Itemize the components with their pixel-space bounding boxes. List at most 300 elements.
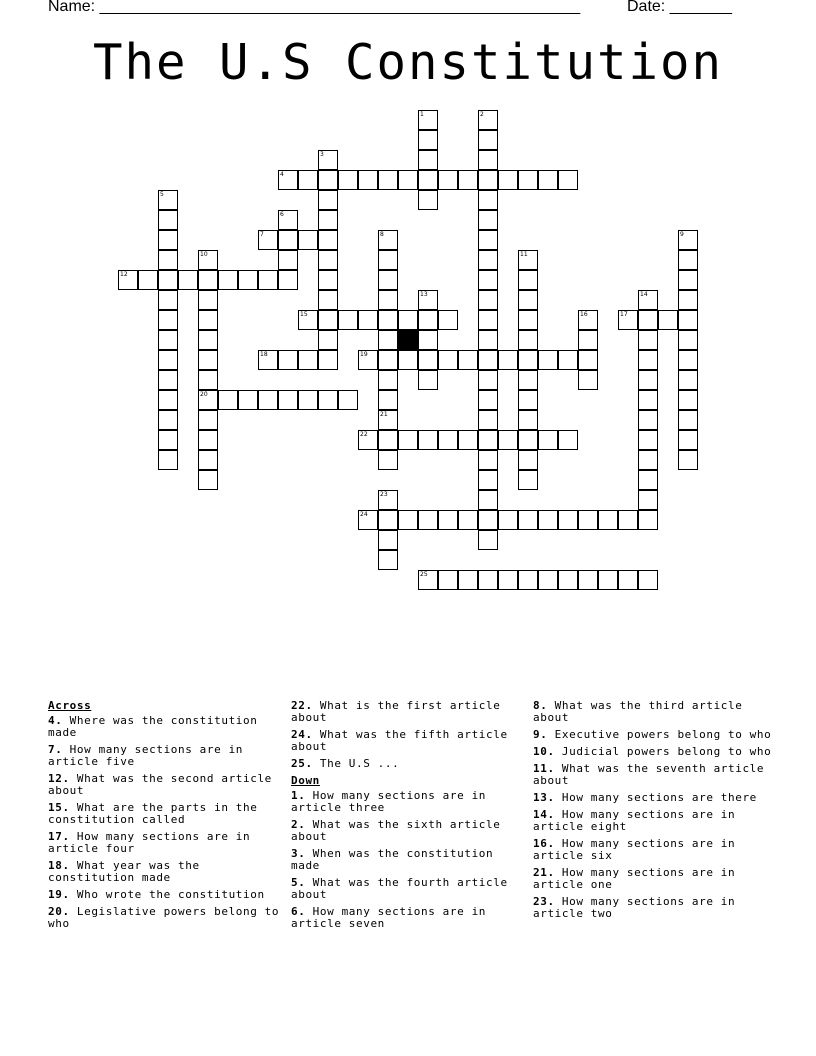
grid-cell[interactable]: [318, 190, 338, 210]
grid-cell[interactable]: [418, 510, 438, 530]
grid-cell[interactable]: [338, 170, 358, 190]
grid-cell[interactable]: [518, 310, 538, 330]
grid-cell[interactable]: [598, 510, 618, 530]
grid-cell[interactable]: [398, 350, 418, 370]
grid-cell[interactable]: [478, 530, 498, 550]
grid-cell[interactable]: [578, 570, 598, 590]
grid-cell[interactable]: [198, 390, 218, 410]
clue-number: 5.: [291, 876, 306, 889]
clue-item: [533, 746, 773, 758]
grid-cell[interactable]: [438, 310, 458, 330]
grid-cell[interactable]: [458, 170, 478, 190]
clue-number-label: 17: [620, 311, 628, 318]
clue-number-label: 25: [420, 571, 428, 578]
grid-cell[interactable]: [438, 430, 458, 450]
grid-cell[interactable]: [418, 370, 438, 390]
clue-number: 12.: [48, 772, 70, 785]
grid-cell[interactable]: [678, 410, 698, 430]
grid-cell[interactable]: [278, 390, 298, 410]
clue-number: 4.: [48, 714, 63, 727]
clue-number-label: 21: [380, 411, 388, 418]
grid-cell[interactable]: [258, 390, 278, 410]
clue-text: When was the constitution made: [291, 847, 494, 872]
grid-cell[interactable]: [638, 310, 658, 330]
clue-text: What was the third article about: [533, 699, 743, 724]
grid-cell[interactable]: [358, 510, 378, 530]
grid-cell[interactable]: [458, 350, 478, 370]
grid-cell[interactable]: [518, 170, 538, 190]
clue-text: What is the first article about: [291, 699, 501, 724]
grid-cell[interactable]: [298, 390, 318, 410]
grid-cell[interactable]: [278, 210, 298, 230]
grid-cell[interactable]: [158, 430, 178, 450]
grid-cell[interactable]: [518, 390, 538, 410]
grid-cell[interactable]: [318, 270, 338, 290]
across-heading: Across: [48, 699, 92, 712]
grid-cell[interactable]: [358, 430, 378, 450]
grid-cell[interactable]: [478, 230, 498, 250]
clue-number: 14.: [533, 808, 555, 821]
grid-cell[interactable]: [418, 310, 438, 330]
grid-cell[interactable]: [158, 390, 178, 410]
clue-text: How many sections are there: [554, 791, 757, 804]
grid-cell[interactable]: [198, 310, 218, 330]
grid-cell[interactable]: [678, 250, 698, 270]
clue-text: How many sections are in article two: [533, 895, 736, 920]
grid-cell[interactable]: [478, 570, 498, 590]
clue-number-label: 14: [640, 291, 648, 298]
clue-text: How many sections are in article five: [48, 743, 244, 768]
grid-cell[interactable]: [198, 330, 218, 350]
clue-item: [48, 715, 280, 739]
grid-cell[interactable]: [378, 170, 398, 190]
clue-text: How many sections are in article six: [533, 837, 736, 862]
clues-column-2: [291, 700, 523, 935]
grid-cell[interactable]: [638, 370, 658, 390]
grid-cell[interactable]: [438, 510, 458, 530]
grid-cell[interactable]: [158, 210, 178, 230]
grid-cell[interactable]: [418, 330, 438, 350]
grid-cell[interactable]: [198, 450, 218, 470]
grid-cell[interactable]: [498, 570, 518, 590]
clue-number-label: 6: [280, 211, 284, 218]
grid-cell[interactable]: [198, 370, 218, 390]
clue-number-label: 1: [420, 111, 424, 118]
clue-item: [48, 860, 280, 884]
clue-text: Who wrote the constitution: [69, 888, 265, 901]
grid-cell[interactable]: [638, 330, 658, 350]
grid-cell[interactable]: [638, 470, 658, 490]
grid-cell[interactable]: [298, 310, 318, 330]
grid-cell[interactable]: [338, 310, 358, 330]
clue-text: Legislative powers belong to who: [48, 905, 280, 930]
grid-cell[interactable]: [518, 290, 538, 310]
grid-cell[interactable]: [478, 430, 498, 450]
grid-cell[interactable]: [478, 350, 498, 370]
grid-cell[interactable]: [638, 490, 658, 510]
clue-item: [291, 906, 523, 930]
clue-number-label: 10: [200, 251, 208, 258]
grid-cell[interactable]: [378, 370, 398, 390]
grid-cell[interactable]: [418, 190, 438, 210]
grid-cell[interactable]: [118, 270, 138, 290]
grid-cell[interactable]: [198, 270, 218, 290]
clue-item: [291, 848, 523, 872]
clue-item: [48, 831, 280, 855]
clue-item: [48, 906, 280, 930]
clue-number: 25.: [291, 757, 313, 770]
grid-cell[interactable]: [158, 310, 178, 330]
clue-number-label: 13: [420, 291, 428, 298]
clue-text: How many sections are in article four: [48, 830, 251, 855]
clue-number: 16.: [533, 837, 555, 850]
grid-cell[interactable]: [558, 510, 578, 530]
clues-column-3: [533, 700, 773, 925]
grid-cell[interactable]: [518, 430, 538, 450]
clue-text: Judicial powers belong to who: [554, 745, 772, 758]
clue-item: [533, 792, 773, 804]
grid-cell[interactable]: [278, 170, 298, 190]
clue-number-label: 19: [360, 351, 368, 358]
grid-cell[interactable]: [678, 390, 698, 410]
grid-cell[interactable]: [378, 550, 398, 570]
clue-number: 8.: [533, 699, 548, 712]
grid-cell[interactable]: [398, 310, 418, 330]
grid-cell[interactable]: [198, 290, 218, 310]
grid-cell[interactable]: [638, 350, 658, 370]
grid-cell[interactable]: [638, 430, 658, 450]
clue-text: Executive powers belong to who: [547, 728, 772, 741]
grid-cell[interactable]: [158, 410, 178, 430]
grid-cell[interactable]: [478, 470, 498, 490]
grid-cell[interactable]: [378, 230, 398, 250]
grid-cell[interactable]: [258, 270, 278, 290]
grid-cell[interactable]: [378, 390, 398, 410]
clue-number-label: 11: [520, 251, 528, 258]
clue-item: [533, 838, 773, 862]
clue-text: How many sections are in article three: [291, 789, 487, 814]
grid-cell[interactable]: [298, 170, 318, 190]
clue-number: 20.: [48, 905, 70, 918]
clue-number: 1.: [291, 789, 306, 802]
grid-cell[interactable]: [478, 370, 498, 390]
clue-item: [533, 729, 773, 741]
grid-cell[interactable]: [198, 250, 218, 270]
grid-cell[interactable]: [378, 510, 398, 530]
grid-cell[interactable]: [478, 330, 498, 350]
clue-item: [533, 700, 773, 724]
grid-cell[interactable]: [558, 430, 578, 450]
grid-cell[interactable]: [598, 570, 618, 590]
grid-cell[interactable]: [158, 270, 178, 290]
page-title: The U.S Constitution: [92, 34, 723, 91]
grid-cell[interactable]: [418, 170, 438, 190]
grid-cell[interactable]: [518, 410, 538, 430]
grid-cell[interactable]: [418, 350, 438, 370]
grid-cell[interactable]: [478, 450, 498, 470]
grid-cell[interactable]: [518, 450, 538, 470]
grid-cell[interactable]: [158, 250, 178, 270]
grid-cell[interactable]: [578, 310, 598, 330]
grid-cell[interactable]: [498, 430, 518, 450]
grid-cell[interactable]: [398, 170, 418, 190]
grid-cell[interactable]: [418, 570, 438, 590]
clue-text: How many sections are in article seven: [291, 905, 487, 930]
grid-cell[interactable]: [478, 270, 498, 290]
clue-number: 19.: [48, 888, 70, 901]
grid-cell[interactable]: [258, 230, 278, 250]
clue-text: Where was the constitution made: [48, 714, 258, 739]
grid-cell[interactable]: [518, 270, 538, 290]
grid-cell[interactable]: [198, 350, 218, 370]
grid-cell[interactable]: [378, 530, 398, 550]
grid-cell[interactable]: [478, 310, 498, 330]
grid-cell[interactable]: [378, 490, 398, 510]
clue-number: 17.: [48, 830, 70, 843]
grid-cell[interactable]: [318, 150, 338, 170]
grid-cell[interactable]: [518, 330, 538, 350]
grid-cell[interactable]: [398, 430, 418, 450]
grid-cell[interactable]: [378, 410, 398, 430]
grid-cell[interactable]: [678, 450, 698, 470]
grid-cell[interactable]: [298, 350, 318, 370]
grid-cell[interactable]: [378, 250, 398, 270]
grid-cell[interactable]: [158, 370, 178, 390]
clue-number: 13.: [533, 791, 555, 804]
grid-cell[interactable]: [438, 170, 458, 190]
grid-cell[interactable]: [458, 430, 478, 450]
grid-cell[interactable]: [398, 510, 418, 530]
down-heading: Down: [291, 774, 320, 787]
clue-item: [291, 700, 523, 724]
grid-cell[interactable]: [518, 370, 538, 390]
grid-cell[interactable]: [538, 170, 558, 190]
grid-cell[interactable]: [678, 350, 698, 370]
grid-cell[interactable]: [278, 350, 298, 370]
grid-cell[interactable]: [478, 250, 498, 270]
grid-cell[interactable]: [638, 450, 658, 470]
grid-cell[interactable]: [278, 230, 298, 250]
grid-cell[interactable]: [678, 230, 698, 250]
grid-cell[interactable]: [378, 310, 398, 330]
grid-cell[interactable]: [158, 330, 178, 350]
grid-cell[interactable]: [498, 350, 518, 370]
clue-number: 24.: [291, 728, 313, 741]
black-cell: [398, 330, 418, 350]
grid-cell[interactable]: [218, 270, 238, 290]
clue-number-label: 2: [480, 111, 484, 118]
clue-item: [533, 763, 773, 787]
grid-cell[interactable]: [138, 270, 158, 290]
grid-cell[interactable]: [318, 170, 338, 190]
grid-cell[interactable]: [538, 350, 558, 370]
grid-cell[interactable]: [318, 210, 338, 230]
grid-cell[interactable]: [678, 330, 698, 350]
grid-cell[interactable]: [478, 170, 498, 190]
grid-cell[interactable]: [458, 510, 478, 530]
clue-item: [533, 896, 773, 920]
grid-cell[interactable]: [478, 510, 498, 530]
clue-item: [291, 729, 523, 753]
clue-number-label: 15: [300, 311, 308, 318]
grid-cell[interactable]: [318, 230, 338, 250]
clue-number-label: 22: [360, 431, 368, 438]
clue-number-label: 7: [260, 231, 264, 238]
grid-cell[interactable]: [478, 490, 498, 510]
grid-cell[interactable]: [318, 390, 338, 410]
grid-cell[interactable]: [658, 310, 678, 330]
grid-cell[interactable]: [678, 430, 698, 450]
grid-cell[interactable]: [318, 330, 338, 350]
grid-cell[interactable]: [378, 430, 398, 450]
clue-text: What was the seventh article about: [533, 762, 765, 787]
grid-cell[interactable]: [158, 190, 178, 210]
clue-number-label: 20: [200, 391, 208, 398]
grid-cell[interactable]: [418, 430, 438, 450]
clue-text: What year was the constitution made: [48, 859, 200, 884]
grid-cell[interactable]: [198, 470, 218, 490]
grid-cell[interactable]: [238, 270, 258, 290]
grid-cell[interactable]: [578, 330, 598, 350]
grid-cell[interactable]: [478, 290, 498, 310]
clue-number: 22.: [291, 699, 313, 712]
clue-number-label: 8: [380, 231, 384, 238]
grid-cell[interactable]: [278, 270, 298, 290]
grid-cell[interactable]: [298, 230, 318, 250]
grid-cell[interactable]: [378, 290, 398, 310]
grid-cell[interactable]: [638, 410, 658, 430]
grid-cell[interactable]: [218, 390, 238, 410]
clue-item: [291, 790, 523, 814]
grid-cell[interactable]: [418, 130, 438, 150]
clue-number-label: 18: [260, 351, 268, 358]
grid-cell[interactable]: [478, 130, 498, 150]
clue-item: [533, 867, 773, 891]
grid-cell[interactable]: [318, 310, 338, 330]
grid-cell[interactable]: [358, 350, 378, 370]
grid-cell[interactable]: [158, 290, 178, 310]
grid-cell[interactable]: [518, 510, 538, 530]
grid-cell[interactable]: [638, 510, 658, 530]
name-field-label: Name: ______________________________________________________: [48, 0, 581, 15]
grid-cell[interactable]: [458, 570, 478, 590]
grid-cell[interactable]: [498, 510, 518, 530]
grid-cell[interactable]: [178, 270, 198, 290]
clue-number-label: 16: [580, 311, 588, 318]
grid-cell[interactable]: [558, 170, 578, 190]
grid-cell[interactable]: [538, 430, 558, 450]
date-field-label: Date: _______: [627, 0, 732, 15]
clue-text: How many sections are in article eight: [533, 808, 736, 833]
grid-cell[interactable]: [558, 350, 578, 370]
grid-cell[interactable]: [378, 350, 398, 370]
grid-cell[interactable]: [518, 470, 538, 490]
clue-number-label: 24: [360, 511, 368, 518]
grid-cell[interactable]: [638, 390, 658, 410]
clue-text: The U.S ...: [312, 757, 400, 770]
grid-cell[interactable]: [418, 110, 438, 130]
grid-cell[interactable]: [238, 390, 258, 410]
clue-number: 3.: [291, 847, 306, 860]
grid-cell[interactable]: [678, 370, 698, 390]
clue-number: 7.: [48, 743, 63, 756]
clue-number: 18.: [48, 859, 70, 872]
clue-number: 2.: [291, 818, 306, 831]
grid-cell[interactable]: [618, 510, 638, 530]
grid-cell[interactable]: [578, 510, 598, 530]
grid-cell[interactable]: [498, 170, 518, 190]
grid-cell[interactable]: [198, 410, 218, 430]
grid-cell[interactable]: [518, 570, 538, 590]
grid-cell[interactable]: [678, 310, 698, 330]
grid-cell[interactable]: [638, 290, 658, 310]
grid-cell[interactable]: [158, 350, 178, 370]
grid-cell[interactable]: [158, 230, 178, 250]
grid-cell[interactable]: [438, 570, 458, 590]
grid-cell[interactable]: [258, 350, 278, 370]
clue-number: 6.: [291, 905, 306, 918]
grid-cell[interactable]: [618, 310, 638, 330]
grid-cell[interactable]: [518, 350, 538, 370]
clue-number-label: 12: [120, 271, 128, 278]
clue-item: [48, 802, 280, 826]
grid-cell[interactable]: [638, 570, 658, 590]
grid-cell[interactable]: [358, 310, 378, 330]
clue-text: How many sections are in article one: [533, 866, 736, 891]
clue-number-label: 4: [280, 171, 284, 178]
grid-cell[interactable]: [518, 250, 538, 270]
grid-cell[interactable]: [538, 570, 558, 590]
grid-cell[interactable]: [678, 270, 698, 290]
grid-cell[interactable]: [578, 370, 598, 390]
clue-text: What was the second article about: [48, 772, 272, 797]
clue-number: 21.: [533, 866, 555, 879]
clue-number: 10.: [533, 745, 555, 758]
grid-cell[interactable]: [478, 110, 498, 130]
grid-cell[interactable]: [338, 390, 358, 410]
grid-cell[interactable]: [538, 510, 558, 530]
grid-cell[interactable]: [558, 570, 578, 590]
grid-cell[interactable]: [278, 250, 298, 270]
grid-cell[interactable]: [438, 350, 458, 370]
clue-number: 23.: [533, 895, 555, 908]
grid-cell[interactable]: [418, 290, 438, 310]
grid-cell[interactable]: [478, 150, 498, 170]
clues-column-1: [48, 700, 280, 935]
grid-cell[interactable]: [198, 430, 218, 450]
grid-cell[interactable]: [478, 190, 498, 210]
grid-cell[interactable]: [318, 290, 338, 310]
clue-number: 15.: [48, 801, 70, 814]
grid-cell[interactable]: [378, 450, 398, 470]
grid-cell[interactable]: [578, 350, 598, 370]
grid-cell[interactable]: [678, 290, 698, 310]
grid-cell[interactable]: [478, 390, 498, 410]
grid-cell[interactable]: [378, 270, 398, 290]
grid-cell[interactable]: [478, 210, 498, 230]
grid-cell[interactable]: [478, 410, 498, 430]
grid-cell[interactable]: [378, 330, 398, 350]
grid-cell[interactable]: [618, 570, 638, 590]
grid-cell[interactable]: [358, 170, 378, 190]
clue-text: What was the fifth article about: [291, 728, 508, 753]
grid-cell[interactable]: [418, 150, 438, 170]
clue-item: [291, 758, 523, 770]
grid-cell[interactable]: [318, 350, 338, 370]
grid-cell[interactable]: [318, 250, 338, 270]
grid-cell[interactable]: [158, 450, 178, 470]
clue-item: [48, 773, 280, 797]
